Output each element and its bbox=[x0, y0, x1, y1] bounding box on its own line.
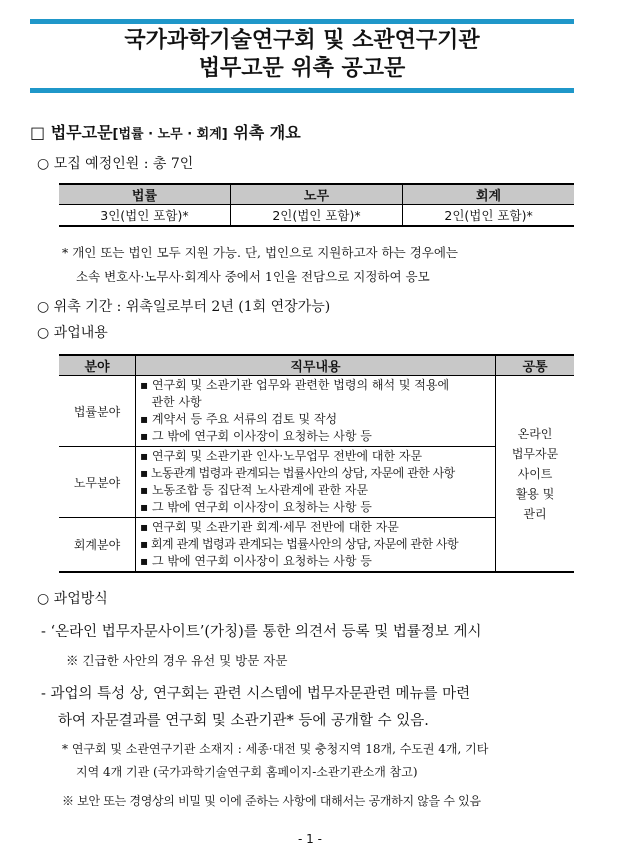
category-labor: 노무분야 bbox=[59, 447, 136, 518]
duty-item: 관한 사항 bbox=[140, 395, 202, 409]
duty-item: ▪ 그 밖에 연구회 이사장이 요청하는 사항 등 bbox=[140, 500, 372, 514]
section-tail: 위촉 개요 bbox=[233, 123, 301, 142]
header-labor: 노무 bbox=[230, 184, 402, 205]
duty-table-header bbox=[59, 355, 574, 376]
duty-item: ▪ 그 밖에 연구회 이사장이 요청하는 사항 등 bbox=[140, 429, 372, 443]
duty-row-law bbox=[59, 376, 574, 447]
method-line bbox=[37, 588, 108, 608]
common-line: 사이트 bbox=[517, 466, 553, 481]
recruit-table-header bbox=[59, 184, 574, 205]
title-line-1: 국가과학기술연구회 및 소관연구기관 bbox=[124, 28, 480, 53]
bullet-circle-icon: ○ bbox=[37, 325, 50, 341]
method-item-2-line-1: - 과업의 특성 상, 연구회는 관련 시스템에 법무자문관련 메뉴를 마련 bbox=[41, 686, 471, 702]
common-line: 온라인 bbox=[517, 426, 553, 441]
method-note-2: ※ 보안 또는 경영상의 비밀 및 이에 준하는 사항에 대해서는 공개하지 않을 수 있음 bbox=[62, 794, 481, 808]
category-law: 법률분야 bbox=[59, 376, 136, 447]
duty-item: ▪ 연구회 및 소관기관 업무와 관련한 법령의 해석 및 적용에 bbox=[140, 378, 450, 392]
header-field: 분야 bbox=[59, 355, 136, 376]
title-line-2: 법무고문 위촉 공고문 bbox=[198, 56, 406, 81]
method-item-1: - ‘온라인 법무자문사이트’(가칭)를 통한 의견서 등록 및 법률정보 게시 bbox=[41, 624, 482, 640]
method-item-2-line-2: 하여 자문결과를 연구회 및 소관기관* 등에 공개할 수 있음. bbox=[58, 713, 429, 729]
header-duty: 직무내용 bbox=[136, 355, 496, 376]
duty-item: ▪ 회계 관계 법령과 관계되는 법률사안의 상담, 자문에 관한 사항 bbox=[140, 537, 459, 551]
section-sub: [법률 · 노무 · 회계] bbox=[112, 127, 228, 142]
common-line: 활용 및 bbox=[515, 486, 555, 501]
duty-labor bbox=[136, 447, 496, 518]
duty-item: ▪ 노동조합 등 집단적 노사관계에 관한 자문 bbox=[140, 483, 369, 497]
section-heading bbox=[30, 120, 301, 143]
bullet-circle-icon: ○ bbox=[37, 156, 50, 172]
header-law: 법률 bbox=[59, 184, 230, 205]
method-note-1-line-1: * 연구회 및 소관연구기관 소재지 : 세종·대전 및 충청지역 18개, 수도권 4개, 기타 bbox=[62, 742, 489, 756]
title-rule-top bbox=[30, 19, 574, 24]
header-accounting: 회계 bbox=[403, 184, 574, 205]
recruit-note-1: * 개인 또는 법인 모두 지원 가능. 단, 법인으로 지원하고자 하는 경우에는 bbox=[62, 245, 459, 260]
tasks-line bbox=[37, 322, 108, 342]
duty-table bbox=[59, 354, 574, 573]
value-law: 3인(법인 포함)* bbox=[59, 205, 230, 227]
category-accounting: 회계분야 bbox=[59, 518, 136, 573]
value-accounting: 2인(법인 포함)* bbox=[403, 205, 574, 227]
method-note-1-line-2: 지역 4개 기관 (국가과학기술연구회 홈페이지-소관기관소개 참고) bbox=[76, 765, 418, 779]
duty-item: ▪ 그 밖에 연구회 이사장이 요청하는 사항 등 bbox=[140, 554, 372, 568]
duty-item: ▪ 연구회 및 소관기관 인사·노무업무 전반에 대한 자문 bbox=[140, 449, 423, 463]
recruit-note-2: 소속 변호사·노무사·회계사 중에서 1인을 전담으로 지정하여 응모 bbox=[76, 269, 430, 284]
common-line: 관리 bbox=[523, 506, 547, 521]
method-text: 과업방식 bbox=[53, 591, 108, 607]
common-cell bbox=[496, 376, 575, 573]
period-line bbox=[37, 296, 330, 316]
section-box-icon: □ bbox=[30, 123, 46, 142]
duty-item: ▪ 계약서 등 주요 서류의 검토 및 작성 bbox=[140, 412, 338, 426]
recruit-text: 모집 예정인원 : 총 7인 bbox=[53, 156, 194, 172]
title-rule-bottom bbox=[30, 88, 574, 93]
method-item-1-note: ※ 긴급한 사안의 경우 유선 및 방문 자문 bbox=[66, 653, 288, 668]
duty-item: ▪ 노동관계 법령과 관계되는 법률사안의 상담, 자문에 관한 사항 bbox=[140, 466, 455, 480]
period-text: 위촉 기간 : 위촉일로부터 2년 (1회 연장가능) bbox=[53, 299, 331, 315]
page-number: - 1 - bbox=[298, 832, 322, 846]
page-title bbox=[30, 27, 574, 83]
bullet-circle-icon: ○ bbox=[37, 591, 50, 607]
duty-item: ▪ 연구회 및 소관기관 회계·세무 전반에 대한 자문 bbox=[140, 520, 399, 534]
duty-accounting bbox=[136, 518, 496, 573]
recruit-table-row bbox=[59, 205, 574, 227]
tasks-text: 과업내용 bbox=[53, 325, 108, 341]
value-labor: 2인(법인 포함)* bbox=[230, 205, 402, 227]
recruit-table bbox=[59, 183, 574, 227]
recruit-line bbox=[37, 153, 193, 173]
section-main: 법무고문 bbox=[50, 123, 113, 142]
bullet-circle-icon: ○ bbox=[37, 299, 50, 315]
common-line: 법무자문 bbox=[511, 446, 559, 461]
duty-law bbox=[136, 376, 496, 447]
header-common: 공통 bbox=[496, 355, 575, 376]
